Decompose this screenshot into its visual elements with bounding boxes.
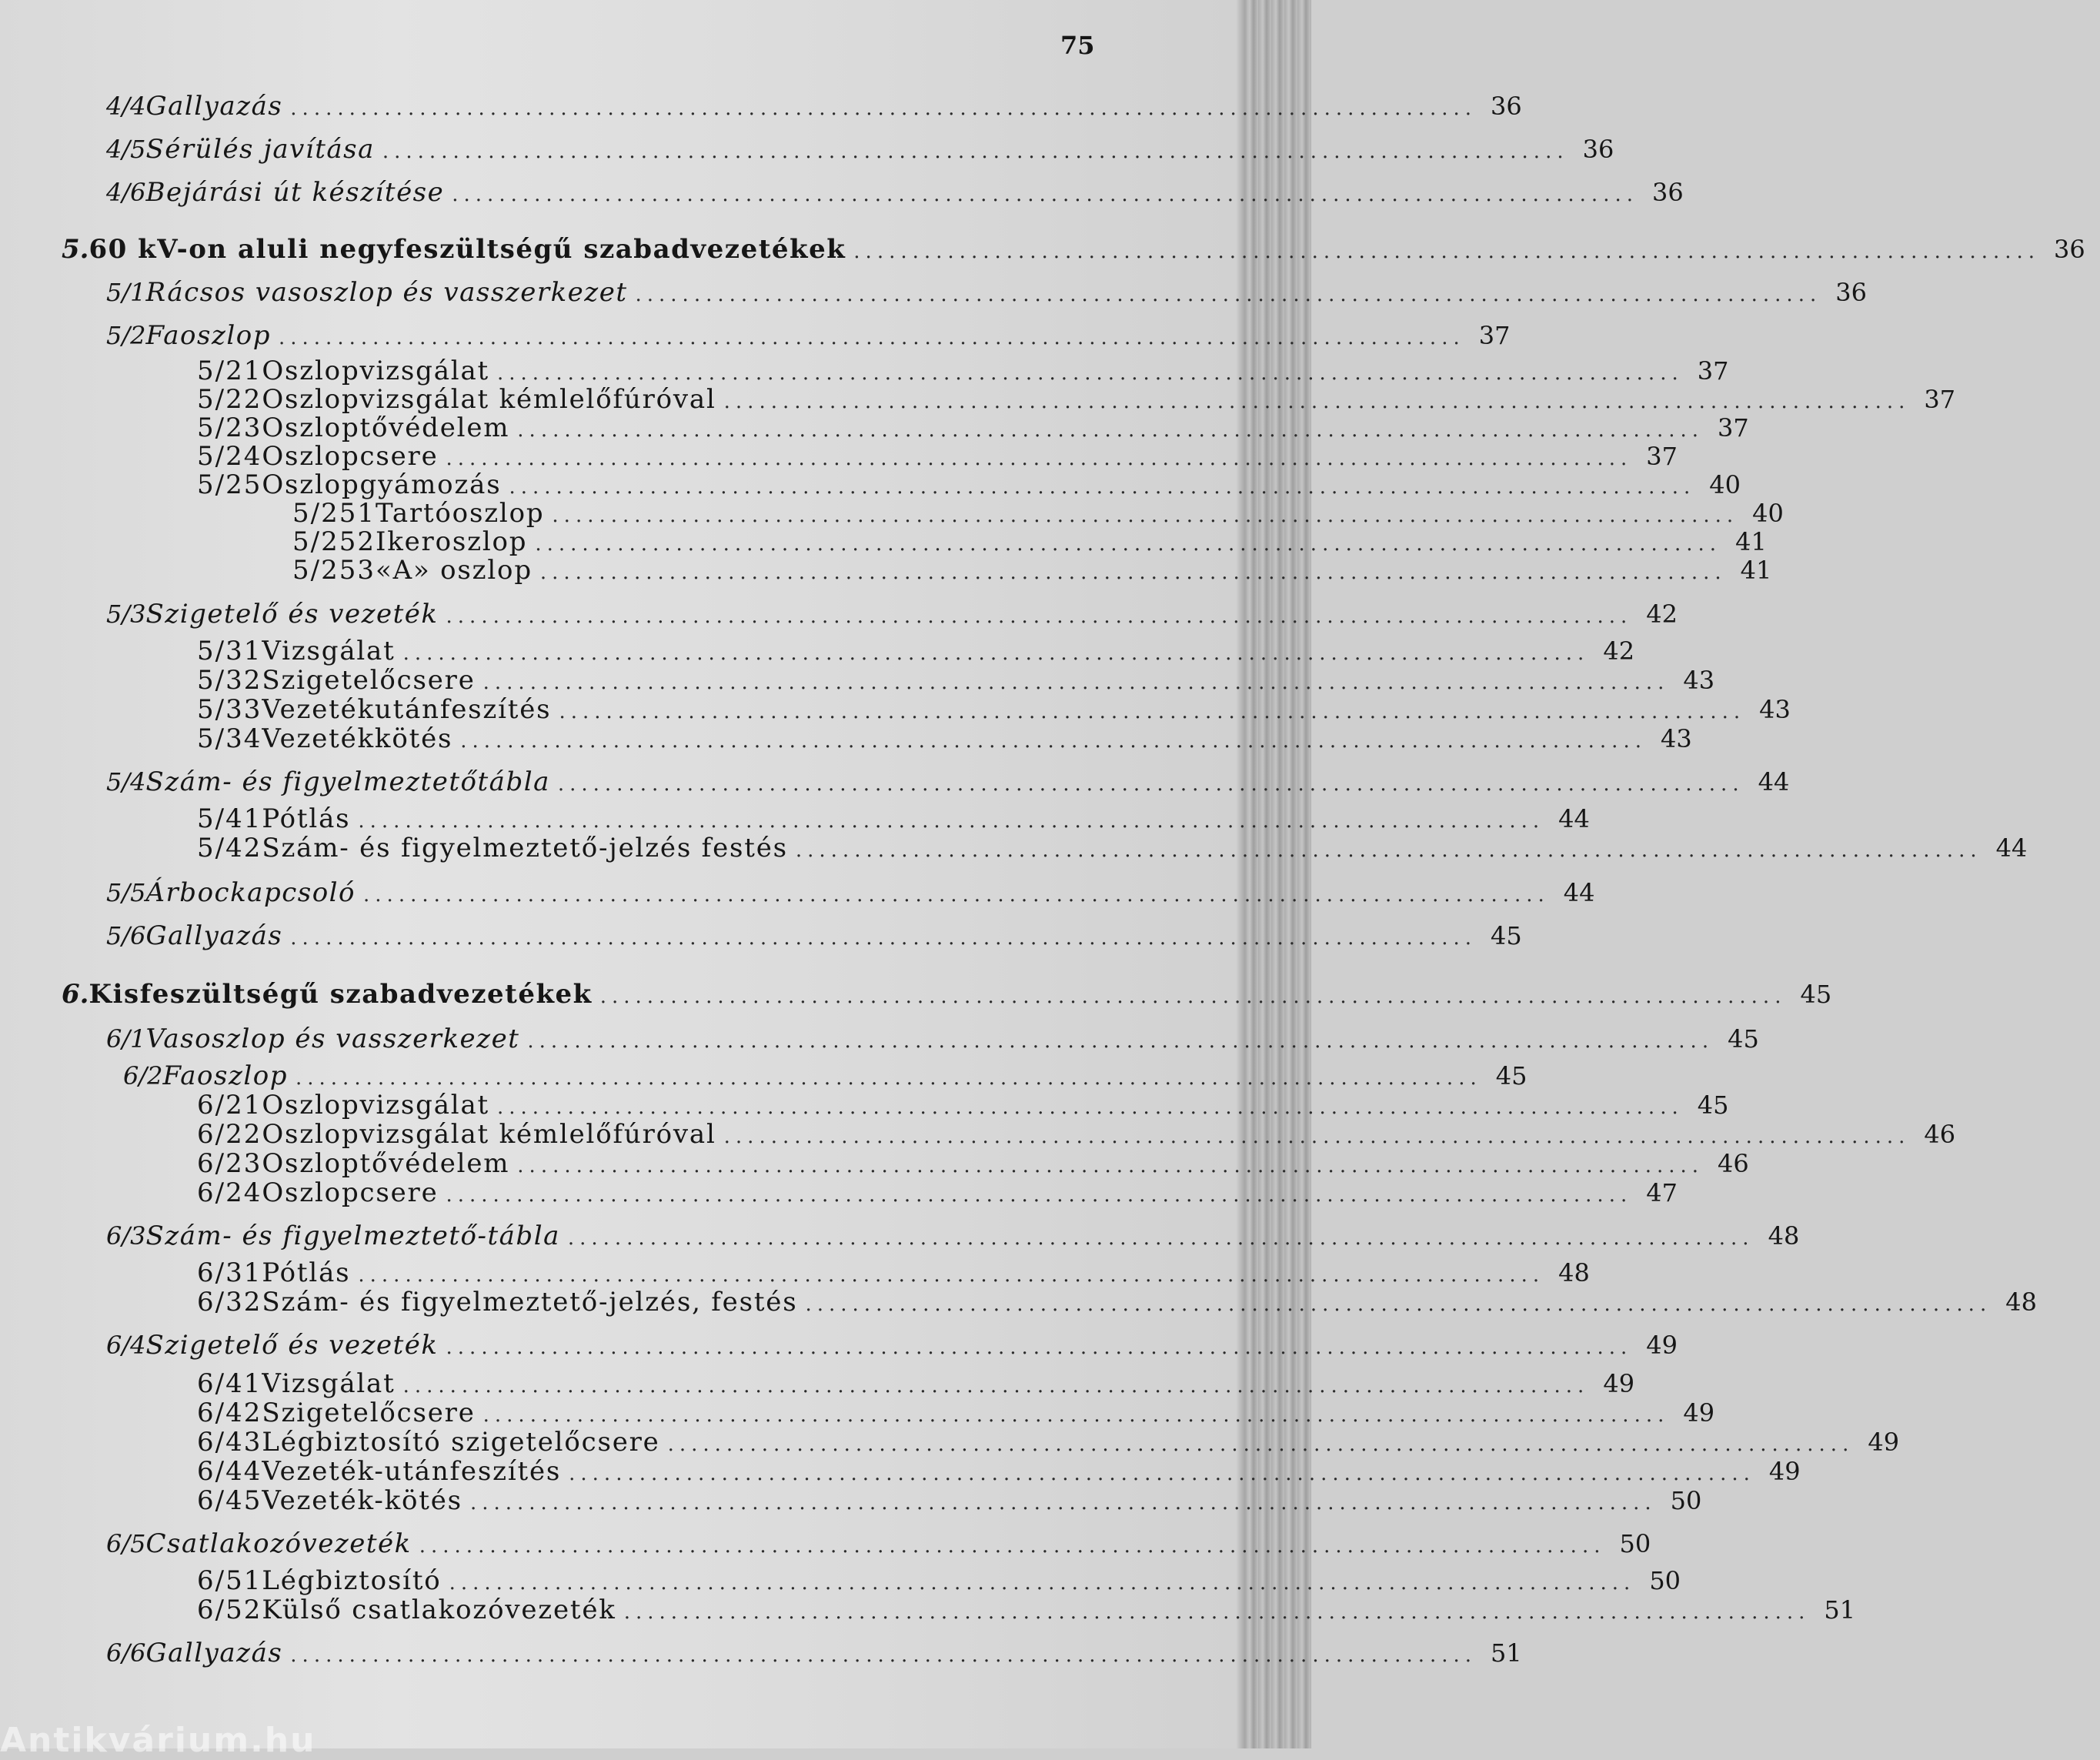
toc-entry-number: 5/24 [197, 441, 262, 472]
dot-leader: ..................................................................................................... [382, 140, 1569, 163]
toc-entry-page: 50 [1670, 1486, 1702, 1515]
toc-entry-title: Szigetelő és vezeték [145, 599, 439, 630]
dot-leader: ..................................................................................................... [723, 1125, 1911, 1148]
toc-entry-number: 4/4 [106, 92, 146, 121]
toc-entry [106, 1638, 1522, 1668]
dot-leader: ..................................................................................................... [635, 283, 1822, 306]
toc-entry-page: 45 [1728, 1024, 1759, 1054]
toc-entry-number: 5/34 [197, 723, 262, 754]
dot-leader: ..................................................................................................... [419, 1535, 1606, 1558]
toc-entry-number: 5/6 [106, 921, 146, 950]
toc-subentry [197, 1177, 1678, 1208]
toc-entry-page: 36 [1582, 135, 1614, 164]
toc-entry-title: Pótlás [262, 1257, 351, 1288]
toc-entry-number: 6/4 [106, 1331, 146, 1360]
dot-leader: ..................................................................................................... [446, 1184, 1633, 1207]
toc-entry-page: 40 [1709, 470, 1741, 499]
toc-entry-title: Rácsos vasoszlop és vasszerkezet [145, 277, 628, 308]
toc-entry-number: 6/3 [106, 1221, 146, 1251]
toc-entry-title: Szám- és figyelmeztető-tábla [145, 1221, 560, 1251]
dot-leader: ..................................................................................................... [567, 1227, 1754, 1250]
toc-entry-title: Gallyazás [145, 920, 283, 951]
dot-leader: ..................................................................................................... [363, 883, 1550, 907]
toc-entry-number: 5/5 [106, 878, 146, 907]
dot-leader: ..................................................................................................... [290, 927, 1477, 950]
toc-entry-page: 45 [1491, 921, 1522, 950]
toc-entry-page: 36 [1652, 178, 1684, 207]
dot-leader: ..................................................................................................... [460, 730, 1647, 753]
toc-entry-title: Szám- és figyelmeztetőtábla [145, 766, 550, 797]
toc-entry-title: Ikeroszlop [375, 526, 528, 557]
toc-subentry [197, 694, 1791, 725]
dot-leader: ..................................................................................................... [446, 605, 1633, 628]
toc-entry-page: 49 [1683, 1398, 1715, 1428]
dot-leader: ..................................................................................................... [452, 183, 1638, 206]
dot-leader: ..................................................................................................... [279, 326, 1465, 349]
dot-leader: ..................................................................................................... [358, 1264, 1545, 1287]
toc-entry-page: 37 [1697, 356, 1729, 386]
toc-entry-number: 6/22 [197, 1119, 262, 1150]
toc-entry [106, 277, 1867, 308]
toc-entry-number: 6/45 [197, 1485, 262, 1516]
toc-entry-title: Sérülés javítása [145, 134, 375, 165]
toc-subentry [197, 1398, 1715, 1428]
toc-entry [106, 91, 1522, 122]
toc-entry-number: 5/21 [197, 356, 262, 386]
dot-leader: ..................................................................................................... [402, 1374, 1590, 1398]
toc-entry-title: Oszlopcsere [262, 441, 439, 472]
toc-entry [106, 1024, 1759, 1054]
dot-leader: ..................................................................................................... [290, 97, 1477, 120]
toc-subentry [197, 1427, 1900, 1458]
toc-entry-number: 4/6 [106, 178, 146, 207]
toc-entry-title: Szigetelőcsere [262, 1398, 476, 1428]
toc-entry-number: 6/5 [106, 1529, 146, 1558]
toc-entry-title: Oszloptővédelem [262, 412, 510, 443]
toc-entry-number: 6/41 [197, 1368, 262, 1399]
dot-leader: ..................................................................................................... [497, 362, 1684, 385]
toc-subsubentry [292, 555, 1772, 586]
toc-entry-page: 43 [1759, 695, 1791, 724]
toc-entry-title: Légbiztosító szigetelőcsere [262, 1427, 660, 1458]
toc-entry-page: 45 [1800, 980, 1832, 1009]
toc-entry-title: Árbockapcsoló [145, 877, 356, 908]
toc-entry-title: Vizsgálat [262, 1368, 396, 1399]
toc-entry-number: 6/2 [123, 1061, 163, 1090]
toc-entry [106, 1330, 1678, 1361]
toc-entry-page: 48 [1768, 1221, 1800, 1251]
dot-leader: ..................................................................................................... [482, 671, 1670, 694]
toc-entry [106, 1221, 1800, 1251]
toc-entry-number: 5/253 [292, 555, 376, 586]
toc-subentry [197, 1485, 1702, 1516]
toc-entry-page: 44 [1758, 767, 1790, 797]
toc-entry-title: Gallyazás [145, 91, 283, 122]
watermark: Antikvárium.hu [0, 1721, 316, 1760]
toc-section-title: 60 kV-on aluli negyfeszültségű szabadvezetékek [88, 234, 846, 265]
toc-entry-title: Faoszlop [162, 1060, 288, 1091]
toc-entry-number: 5/31 [197, 636, 262, 666]
toc-subentry [197, 1119, 1956, 1150]
toc-entry-page: 46 [1924, 1120, 1956, 1149]
toc-entry-page: 41 [1740, 556, 1772, 585]
toc-entry-page: 48 [1558, 1258, 1590, 1287]
toc-entry-page: 46 [1718, 1149, 1749, 1178]
toc-subentry [197, 665, 1715, 696]
toc-subsubentry [292, 526, 1767, 557]
toc-entry-page: 40 [1752, 499, 1784, 528]
toc-entry-page: 36 [2054, 235, 2085, 264]
page-number: 75 [1060, 31, 1095, 60]
toc-entry-page: 36 [1491, 92, 1522, 121]
toc-entry-number: 5/3 [106, 599, 146, 629]
toc-subentry [197, 723, 1692, 754]
toc-entry-number: 6/24 [197, 1177, 262, 1208]
toc-entry-number: 6/21 [197, 1090, 262, 1120]
toc-entry-title: Szigetelőcsere [262, 665, 476, 696]
toc-entry-number: 5/42 [197, 833, 262, 863]
toc-entry-number: 6/43 [197, 1427, 262, 1458]
toc-entry-title: Csatlakozóvezeték [145, 1528, 412, 1559]
dot-leader: ..................................................................................................... [539, 561, 1727, 584]
toc-entry-page: 37 [1924, 385, 1956, 414]
toc-entry-number: 6/52 [197, 1595, 262, 1625]
toc-entry [106, 599, 1678, 630]
dot-leader: ..................................................................................................... [295, 1067, 1482, 1090]
toc-subentry [197, 636, 1635, 666]
toc-entry-number: 5/41 [197, 803, 262, 834]
toc-entry-number: 5/32 [197, 665, 262, 696]
toc-entry-page: 49 [1603, 1369, 1635, 1398]
toc-section-number: 6. [62, 979, 89, 1010]
toc-entry-number: 6/31 [197, 1257, 262, 1288]
toc-subentry [197, 1148, 1749, 1179]
toc-entry-number: 6/23 [197, 1148, 262, 1179]
toc-section [62, 979, 1832, 1010]
toc-entry-number: 5/33 [197, 694, 262, 725]
toc-entry-number: 6/51 [197, 1565, 262, 1596]
toc-entry-page: 48 [2005, 1287, 2037, 1317]
dot-leader: ..................................................................................................... [517, 1154, 1704, 1177]
dot-leader: ..................................................................................................... [358, 810, 1545, 833]
toc-entry-title: Vezeték-utánfeszítés [262, 1456, 562, 1487]
toc-entry-number: 5/4 [106, 767, 146, 797]
dot-leader: ..................................................................................................... [527, 1030, 1714, 1053]
dot-leader: ..................................................................................................... [623, 1601, 1811, 1624]
toc-entry-number: 5/252 [292, 526, 376, 557]
toc-entry-page: 43 [1660, 724, 1692, 753]
dot-leader: ..................................................................................................... [509, 476, 1696, 499]
toc-entry-title: Szigetelő és vezeték [145, 1330, 439, 1361]
toc-entry-number: 5/22 [197, 384, 262, 415]
toc-subentry [197, 469, 1741, 500]
dot-leader: ..................................................................................................... [552, 504, 1739, 527]
dot-leader: ..................................................................................................... [497, 1096, 1684, 1119]
toc-entry-page: 43 [1683, 666, 1715, 695]
toc-subentry [197, 803, 1590, 834]
toc-entry-number: 5/2 [106, 321, 146, 350]
toc-entry-page: 44 [1995, 833, 2028, 863]
dot-leader: ..................................................................................................... [599, 985, 1787, 1008]
toc-subentry [197, 1565, 1681, 1596]
toc-entry-title: Vezetékkötés [262, 723, 453, 754]
toc-entry-number: 6/32 [197, 1287, 262, 1317]
toc-entry-page: 50 [1619, 1529, 1651, 1558]
dot-leader: ..................................................................................................... [569, 1462, 1755, 1485]
toc-subentry [197, 412, 1749, 443]
dot-leader: ..................................................................................................... [402, 642, 1590, 665]
toc-entry-page: 51 [1824, 1595, 1856, 1625]
toc-entry-number: 6/1 [106, 1024, 146, 1054]
dot-leader: ..................................................................................................... [469, 1491, 1657, 1515]
toc-section-number: 5. [62, 234, 89, 265]
dot-leader: ..................................................................................................... [517, 419, 1704, 442]
toc-entry-title: Szám- és figyelmeztető-jelzés festés [262, 833, 788, 863]
toc-subentry [197, 1595, 1856, 1625]
toc-entry-title: Tartóoszlop [375, 498, 545, 529]
toc-subentry [197, 1090, 1729, 1120]
toc-entry-title: Oszlopcsere [262, 1177, 439, 1208]
toc-entry-number: 5/1 [106, 278, 146, 307]
toc-subsubentry [292, 498, 1784, 529]
dot-leader: ..................................................................................................... [559, 700, 1746, 723]
dot-leader: ..................................................................................................... [446, 1336, 1633, 1359]
toc-entry-number: 5/23 [197, 412, 262, 443]
toc-entry-number: 6/44 [197, 1456, 262, 1487]
toc-entry-title: Oszloptővédelem [262, 1148, 510, 1179]
toc-entry-page: 41 [1735, 527, 1767, 556]
toc-entry-page: 47 [1646, 1178, 1678, 1207]
toc-entry-page: 37 [1478, 321, 1511, 350]
toc-subentry [197, 356, 1729, 386]
toc-subentry [197, 1456, 1801, 1487]
toc-entry-page: 51 [1491, 1638, 1522, 1668]
dot-leader: ..................................................................................................... [535, 533, 1722, 556]
dot-leader: ..................................................................................................... [449, 1571, 1636, 1595]
toc-entry-number: 6/42 [197, 1398, 262, 1428]
dot-leader: ..................................................................................................... [723, 390, 1911, 413]
dot-leader: ..................................................................................................... [482, 1404, 1670, 1427]
toc-entry-title: Vezetékutánfeszítés [262, 694, 552, 725]
dot-leader: ..................................................................................................... [667, 1433, 1855, 1456]
toc-entry-title: Bejárási út készítése [145, 177, 445, 208]
toc-entry-page: 42 [1646, 599, 1678, 629]
toc-entry-page: 37 [1718, 413, 1749, 443]
dot-leader: ..................................................................................................... [557, 773, 1744, 796]
toc-entry [123, 1060, 1527, 1091]
toc-entry-page: 42 [1603, 636, 1635, 666]
toc-entry [106, 766, 1790, 797]
toc-section-title: Kisfeszültségű szabadvezetékek [88, 979, 593, 1010]
toc-entry [106, 877, 1595, 908]
toc-entry-title: Oszlopgyámozás [262, 469, 502, 500]
toc-entry [106, 134, 1614, 165]
toc-entry-title: Oszlopvizsgálat kémlelőfúróval [262, 384, 716, 415]
toc-entry-page: 36 [1835, 278, 1867, 307]
toc-entry [106, 177, 1684, 208]
dot-leader: ..................................................................................................... [795, 839, 1982, 862]
toc-section [62, 234, 2085, 265]
toc-entry-page: 45 [1697, 1090, 1729, 1120]
toc-entry-title: Oszlopvizsgálat kémlelőfúróval [262, 1119, 716, 1150]
toc-entry [106, 1528, 1651, 1559]
toc-entry-title: Gallyazás [145, 1638, 283, 1668]
dot-leader: ..................................................................................................... [446, 447, 1633, 470]
toc-subentry [197, 441, 1678, 472]
toc-entry-page: 49 [1768, 1457, 1801, 1486]
toc-subentry [197, 833, 2028, 863]
toc-entry [106, 920, 1522, 951]
toc-subentry [197, 1368, 1635, 1399]
toc-entry-page: 45 [1495, 1061, 1527, 1090]
dot-leader: ..................................................................................................... [290, 1644, 1477, 1667]
toc-entry-title: Szám- és figyelmeztető-jelzés, festés [262, 1287, 798, 1317]
toc-entry-page: 49 [1646, 1331, 1678, 1360]
toc-entry-number: 5/25 [197, 469, 262, 500]
toc-subentry [197, 1257, 1590, 1288]
toc-entry-title: Vizsgálat [262, 636, 396, 666]
toc-entry-number: 4/5 [106, 135, 146, 164]
toc-entry-title: «A» oszlop [375, 555, 533, 586]
toc-entry-title: Vasoszlop és vasszerkezet [145, 1024, 520, 1054]
toc-entry-title: Pótlás [262, 803, 351, 834]
toc-subentry [197, 1287, 2037, 1317]
toc-entry-title: Oszlopvizsgálat [262, 1090, 489, 1120]
toc-entry-title: Külső csatlakozóvezeték [262, 1595, 616, 1625]
toc-entry-page: 44 [1558, 804, 1590, 833]
toc-entry-page: 49 [1868, 1428, 1900, 1457]
toc-entry-title: Faoszlop [145, 320, 271, 351]
toc-entry-page: 37 [1646, 442, 1678, 471]
toc-entry-number: 5/251 [292, 498, 376, 529]
toc-entry-page: 50 [1649, 1566, 1681, 1595]
toc-entry-number: 6/6 [106, 1638, 146, 1668]
toc-entry-title: Vezeték-kötés [262, 1485, 462, 1516]
toc-subentry [197, 384, 1956, 415]
toc-entry-title: Légbiztosító [262, 1565, 442, 1596]
toc-entry-title: Oszlopvizsgálat [262, 356, 489, 386]
dot-leader: ..................................................................................................... [805, 1293, 1992, 1316]
toc-entry-page: 44 [1563, 878, 1595, 907]
dot-leader: ..................................................................................................... [853, 240, 2041, 263]
toc-entry [106, 320, 1511, 351]
